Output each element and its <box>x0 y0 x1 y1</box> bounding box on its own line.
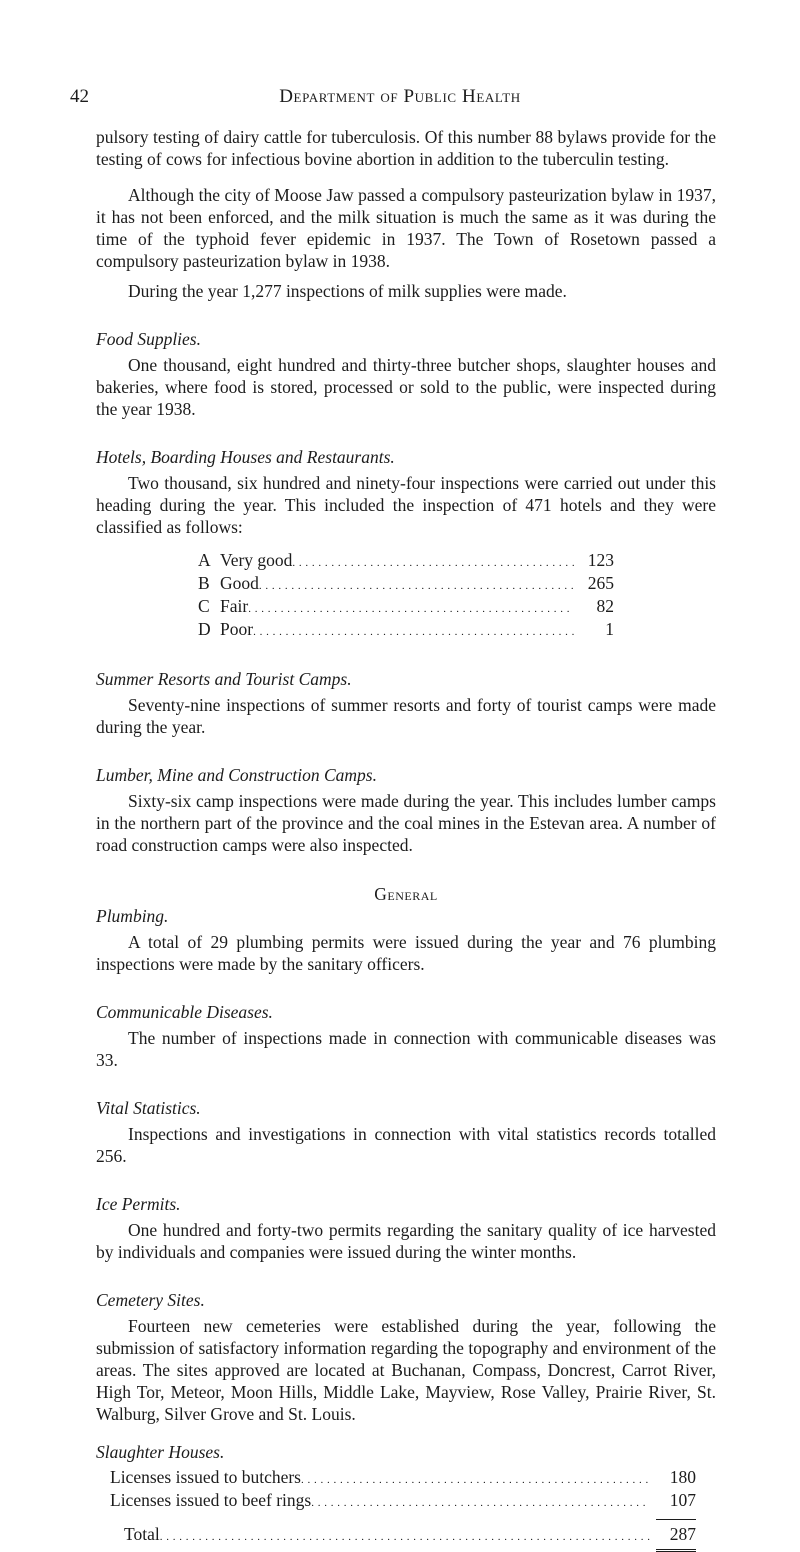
slaughter-label: Licenses issued to beef rings <box>110 1490 312 1510</box>
paragraph-communicable-diseases: The number of inspections made in connection with communicable diseases was 33. <box>96 1028 716 1070</box>
hotel-grade-row <box>198 619 614 642</box>
slaughter-label: Licenses issued to butchers <box>110 1467 301 1487</box>
slaughter-count: 107 <box>669 1490 696 1510</box>
grade-letter: C <box>198 596 210 616</box>
heading-summer-resorts: Summer Resorts and Tourist Camps. <box>96 669 352 689</box>
slaughter-row <box>96 1490 696 1513</box>
slaughter-row <box>96 1467 696 1490</box>
grade-count: 82 <box>596 596 614 616</box>
heading-slaughter-houses: Slaughter Houses. <box>96 1442 225 1462</box>
total-count: 287 <box>669 1524 696 1544</box>
paragraph-milk-inspections: During the year 1,277 inspections of milk supplies were made. <box>128 281 567 301</box>
grade-letter: D <box>198 619 211 639</box>
paragraph-vital-statistics: Inspections and investigations in connection with vital statistics records totalled 256. <box>96 1124 716 1166</box>
heading-vital-statistics: Vital Statistics. <box>96 1098 201 1118</box>
hotel-grade-row <box>198 573 614 596</box>
page-body <box>96 126 716 1552</box>
grade-label: Very good <box>220 550 293 570</box>
grade-label: Poor <box>220 619 254 639</box>
grade-count: 123 <box>587 550 614 570</box>
paragraph-lumber-camps: Sixty-six camp inspections were made during the year. This includes lumber camps in the northern part of the province and the coal mines in the Estevan area. A number of road construction camps were also inspected. <box>96 791 716 855</box>
heading-lumber-camps: Lumber, Mine and Construction Camps. <box>96 765 377 785</box>
grade-letter: B <box>198 573 210 593</box>
paragraph-cemetery-sites: Fourteen new cemeteries were established during the year, following the submission of satisfactory information regarding the topography and environment of the areas. The sites approved are located at Buchanan, Compass, Doncrest, Carrot River, High Tor, Meteor, Moon Hills, Middle Lake, Mayview, Rose Valley, Prairie River, St. Walburg, Silver Grove and St. Louis. <box>96 1316 716 1424</box>
hotel-grade-row <box>198 596 614 619</box>
paragraph-pasteurization: Although the city of Moose Jaw passed a compulsory pasteurization bylaw in 1937, it has not been enforced, and the milk situation is much the same as it was during the time of the typhoid fever epidemic in 1937. The Town of Rosetown passed a compulsory pasteurization bylaw in 1938. <box>96 185 716 271</box>
paragraph-food-supplies: One thousand, eight hundred and thirty-three butcher shops, slaughter houses and bakeries, where food is stored, processed or sold to the public, were inspected during the year 1938. <box>96 355 716 419</box>
heading-hotels: Hotels, Boarding Houses and Restaurants. <box>96 447 395 467</box>
hotel-grade-row <box>198 550 614 573</box>
grade-count: 1 <box>605 619 614 639</box>
slaughter-licenses-table <box>96 1467 696 1552</box>
slaughter-count: 180 <box>669 1467 696 1487</box>
sum-rule <box>656 1519 696 1520</box>
paragraph-ice-permits: One hundred and forty-two permits regarding the sanitary quality of ice harvested by individuals and companies were issued during the winter months. <box>96 1220 716 1262</box>
slaughter-total-row <box>96 1524 696 1547</box>
grade-label: Good <box>220 573 259 593</box>
heading-plumbing: Plumbing. <box>96 906 169 926</box>
heading-food-supplies: Food Supplies. <box>96 329 201 349</box>
section-heading-general: General <box>374 884 438 904</box>
paragraph-plumbing: A total of 29 plumbing permits were issued during the year and 76 plumbing inspections were made by the sanitary officers. <box>96 932 716 974</box>
total-label: Total <box>124 1524 160 1544</box>
grade-letter: A <box>198 550 211 570</box>
running-head: Department of Public Health <box>279 86 521 107</box>
page-number: 42 <box>70 86 89 107</box>
paragraph-summer-resorts: Seventy-nine inspections of summer resorts and forty of tourist camps were made during the year. <box>96 695 716 737</box>
heading-cemetery-sites: Cemetery Sites. <box>96 1290 205 1310</box>
heading-ice-permits: Ice Permits. <box>96 1194 181 1214</box>
grade-count: 265 <box>587 573 614 593</box>
grade-label: Fair <box>220 596 249 616</box>
hotel-grades-table <box>198 550 614 642</box>
heading-communicable-diseases: Communicable Diseases. <box>96 1002 273 1022</box>
paragraph-hotels: Two thousand, six hundred and ninety-four inspections were carried out under this heading during the year. This included the inspection of 471 hotels and they were classified as follows: <box>96 473 716 537</box>
paragraph-dairy-testing: pulsory testing of dairy cattle for tuberculosis. Of this number 88 bylaws provide for the testing of cows for infectious bovine abortion in addition to the tuberculin testing. <box>96 127 716 169</box>
